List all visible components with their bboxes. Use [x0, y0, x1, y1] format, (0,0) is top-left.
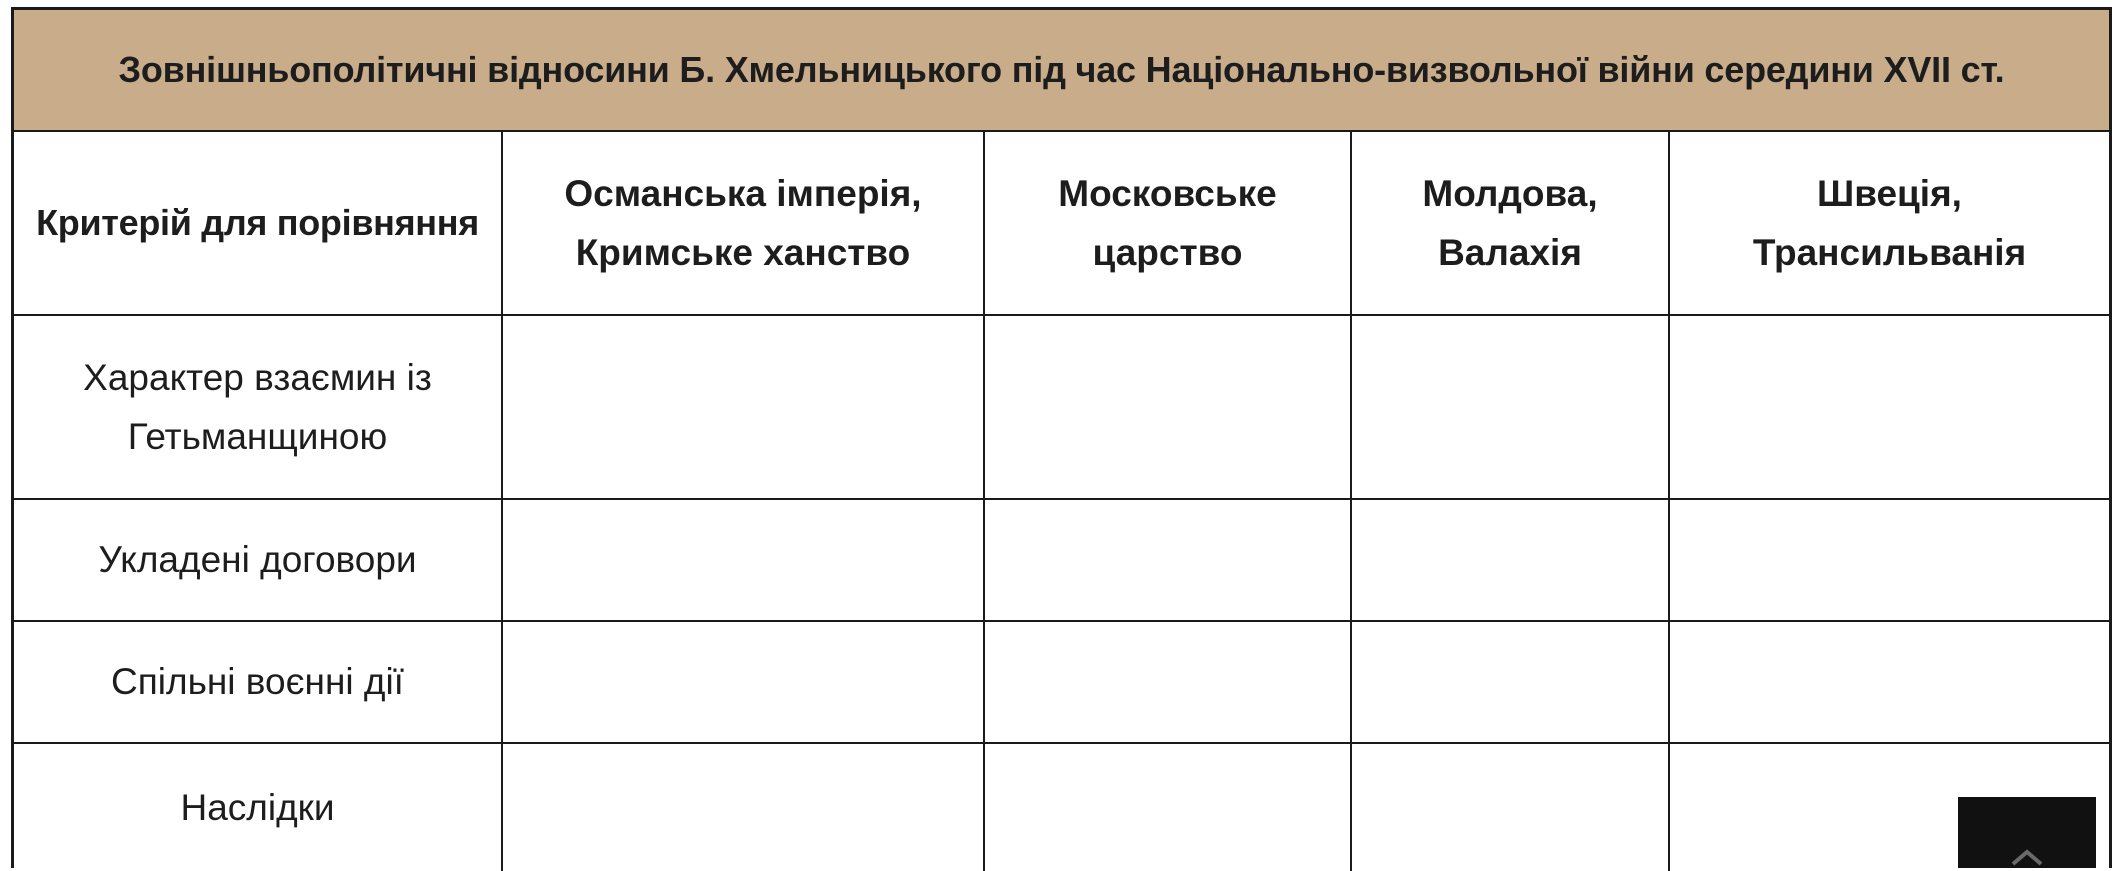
- table-cell: [503, 500, 985, 622]
- scroll-to-top-button[interactable]: [1958, 797, 2096, 868]
- header-line: Швеція,: [1817, 172, 1962, 214]
- table-cell: [503, 744, 985, 871]
- comparison-table: [11, 7, 2112, 868]
- header-sweden-transylvania: [1670, 132, 2109, 316]
- header-moldavia-wallachia: [1352, 132, 1670, 316]
- row-label-consequences: Наслідки: [14, 744, 503, 871]
- header-ottoman-crimea: [503, 132, 985, 316]
- header-line: Валахія: [1438, 232, 1582, 273]
- row-label-line: Характер взаємин із: [83, 356, 432, 398]
- table-cell: [1670, 622, 2109, 744]
- header-muscovy: [985, 132, 1352, 316]
- table-cell: [1352, 316, 1670, 500]
- row-label-joint-actions: Спільні воєнні дії: [14, 622, 503, 744]
- table-cell: [985, 622, 1352, 744]
- row-label-line: Гетьманщиною: [127, 416, 388, 457]
- header-line: Трансильванія: [1752, 232, 2027, 273]
- header-line: Османська імперія,: [564, 172, 922, 214]
- table-cell: [985, 316, 1352, 500]
- header-line: Молдова,: [1422, 172, 1598, 214]
- table-cell: [985, 744, 1352, 871]
- table-title: Зовнішньополітичні відносини Б. Хмельницького під час Національно-визвольної війни середини XVII ст.: [14, 10, 2109, 132]
- table-cell: [1670, 500, 2109, 622]
- table-grid: [14, 132, 2109, 871]
- table-cell: [985, 500, 1352, 622]
- table-cell: [1670, 316, 2109, 500]
- chevron-up-icon: [2007, 840, 2047, 866]
- header-criterion: Критерій для порівняння: [14, 132, 503, 316]
- table-cell: [503, 316, 985, 500]
- table-cell: [503, 622, 985, 744]
- row-label-relations: [14, 316, 503, 500]
- row-label-treaties: Укладені договори: [14, 500, 503, 622]
- header-line: Кримське ханство: [575, 232, 911, 273]
- header-line: царство: [1092, 232, 1243, 273]
- header-line: Московське: [1058, 172, 1277, 214]
- table-cell: [1352, 500, 1670, 622]
- table-cell: [1352, 744, 1670, 871]
- table-cell: [1352, 622, 1670, 744]
